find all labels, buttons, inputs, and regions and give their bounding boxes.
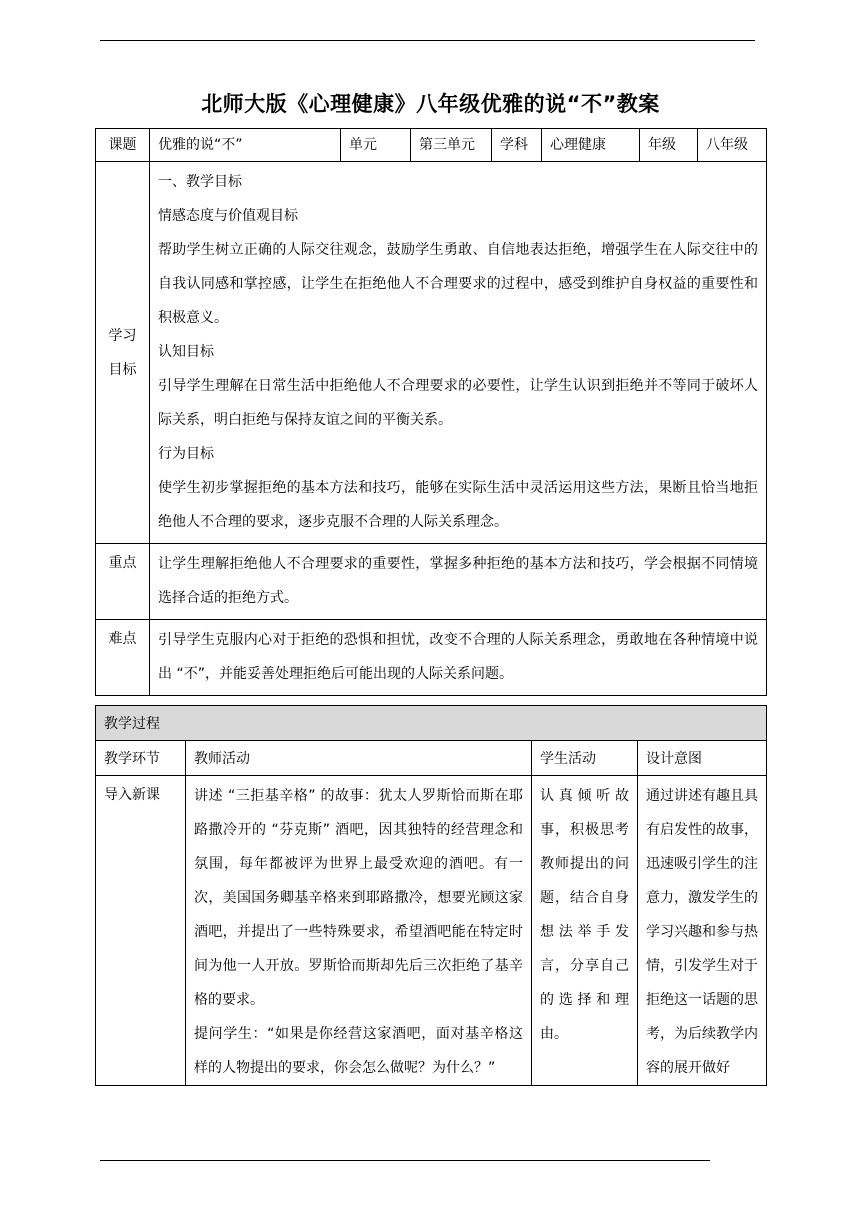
table-row xyxy=(96,776,767,1086)
footer-rule xyxy=(100,1160,710,1161)
teacher-activity-cell xyxy=(186,776,532,1086)
cognition-text: 引导学生理解在日常生活中拒绝他人不合理要求的必要性，让学生认识到拒绝并不等同于破坏人际关系，明白拒绝与保持友谊之间的平衡关系。 xyxy=(158,378,758,428)
subject-label: 学科 xyxy=(492,129,542,162)
emotion-heading: 情感态度与价值观目标 xyxy=(158,208,298,224)
objectives-content xyxy=(150,162,767,544)
process-header: 教学过程 xyxy=(96,706,767,741)
topic-value: 优雅的说“不” xyxy=(150,129,341,162)
student-activity-text: 认真倾听故事，积极思考教师提出的问题，结合自身想法举手发言，分享自己的选择和理由。 xyxy=(540,788,629,1042)
grade-value: 八年级 xyxy=(698,129,767,162)
objectives-heading: 一、教学目标 xyxy=(158,174,242,190)
design-intent-cell xyxy=(638,776,767,1086)
column-header-teacher: 教师活动 xyxy=(186,741,532,776)
lesson-info-table xyxy=(95,128,767,696)
key-content xyxy=(150,544,767,620)
topic-label: 课题 xyxy=(96,129,150,162)
objectives-label-line1: 学习 xyxy=(108,327,137,344)
teacher-activity-paragraph: 讲述 “三拒基辛格” 的故事：犹太人罗斯恰而斯在耶路撒冷开的 “芬克斯” 酒吧，因其独特的经营理念和氛围，每年都被评为世界上最受欢迎的酒吧。有一次，美国国务卿基辛格来到耶路撒冷，想要光顾这家酒吧，并提出了一些特殊要求，希望酒吧能在特定时间为他一人开放。罗斯恰而斯却先后三次拒绝了基辛格的要求。 xyxy=(194,788,523,1008)
difficulty-content xyxy=(150,620,767,696)
objectives-label xyxy=(96,162,150,544)
objectives-label-line2: 目标 xyxy=(108,361,137,378)
document-title: 北师大版《心理健康》八年级优雅的说“不”教案 xyxy=(201,92,660,116)
cognition-heading: 认知目标 xyxy=(158,344,214,360)
stage-text: 导入新课 xyxy=(104,787,160,803)
key-label: 重点 xyxy=(96,544,150,620)
subject-value: 心理健康 xyxy=(542,129,640,162)
emotion-text: 帮助学生树立正确的人际交往观念，鼓励学生勇敢、自信地表达拒绝，增强学生在人际交往中的自我认同感和掌控感，让学生在拒绝他人不合理要求的过程中，感受到维护自身权益的重要性和积极意义。 xyxy=(158,242,758,326)
teacher-activity-question: 提问学生：“如果是你经营这家酒吧，面对基辛格这样的人物提出的要求，你会怎么做呢？为什么？” xyxy=(194,1026,523,1076)
behavior-heading: 行为目标 xyxy=(158,446,214,462)
behavior-text: 使学生初步掌握拒绝的基本方法和技巧，能够在实际生活中灵活运用这些方法，果断且恰当地拒绝他人不合理的要求，逐步克服不合理的人际关系理念。 xyxy=(158,480,758,530)
column-header-intent: 设计意图 xyxy=(638,741,767,776)
difficulty-label: 难点 xyxy=(96,620,150,696)
grade-label: 年级 xyxy=(640,129,698,162)
column-header-stage: 教学环节 xyxy=(96,741,186,776)
stage-cell xyxy=(96,776,186,1086)
unit-value: 第三单元 xyxy=(411,129,492,162)
header-rule xyxy=(100,40,755,41)
design-intent-text: 通过讲述有趣且具有启发性的故事，迅速吸引学生的注意力，激发学生的学习兴趣和参与热情，引发学生对于拒绝这一话题的思考，为后续教学内容的展开做好 xyxy=(646,788,758,1076)
unit-label: 单元 xyxy=(341,129,411,162)
teaching-process-table xyxy=(95,705,767,1086)
column-header-student: 学生活动 xyxy=(532,741,638,776)
student-activity-cell xyxy=(532,776,638,1086)
difficulty-text: 引导学生克服内心对于拒绝的恐惧和担忧，改变不合理的人际关系理念，勇敢地在各种情境中说出 “不”，并能妥善处理拒绝后可能出现的人际关系问题。 xyxy=(158,632,758,682)
key-text: 让学生理解拒绝他人不合理要求的重要性，掌握多种拒绝的基本方法和技巧，学会根据不同情境选择合适的拒绝方式。 xyxy=(158,556,758,606)
